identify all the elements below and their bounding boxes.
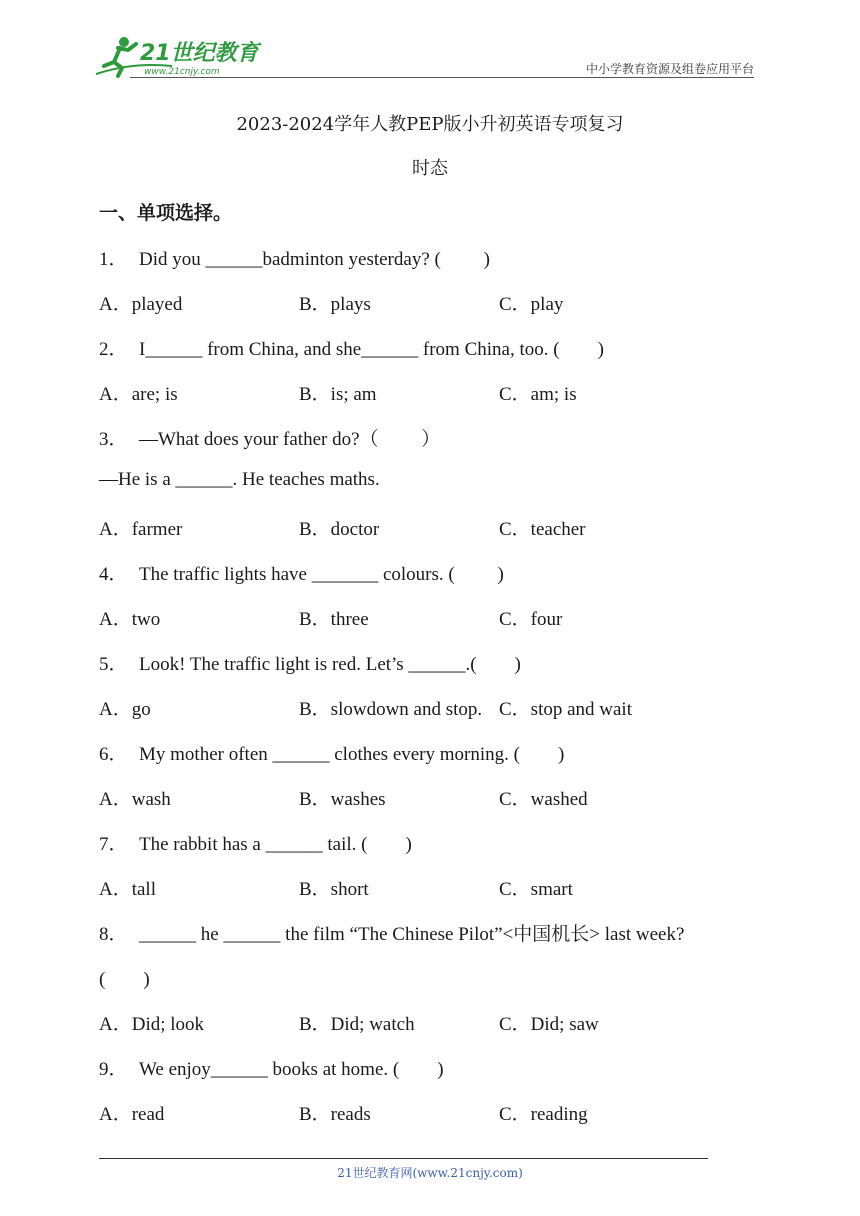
option-c[interactable]: C．Did; saw xyxy=(499,1014,599,1035)
question-2 xyxy=(99,334,604,361)
footer-link[interactable]: 21世纪教育网(www.21cnjy.com) xyxy=(337,1166,523,1180)
question-3-line-2: —He is a ______. He teaches maths. xyxy=(99,469,380,490)
footer-divider xyxy=(99,1158,708,1159)
option-b[interactable]: B．doctor xyxy=(299,519,380,540)
option-a[interactable]: A．Did; look xyxy=(99,1014,205,1035)
option-c[interactable]: C．am; is xyxy=(499,384,577,405)
option-c[interactable]: C．reading xyxy=(499,1104,588,1125)
question-3 xyxy=(99,424,440,451)
question-number: 9． xyxy=(99,1059,128,1080)
svg-text:www.21cnjy.com: www.21cnjy.com xyxy=(144,67,220,77)
question-text: The traffic lights have _______ colours. ( ) xyxy=(139,564,504,585)
option-a[interactable]: A．played xyxy=(99,294,183,315)
page-header xyxy=(0,0,860,90)
question-number: 1． xyxy=(99,249,128,270)
option-b[interactable]: B．three xyxy=(299,609,369,630)
page-subtitle: 时态 xyxy=(412,158,448,179)
option-c[interactable]: C．play xyxy=(499,294,564,315)
question-number: 3． xyxy=(99,429,128,450)
svg-text:21世纪教育: 21世纪教育 xyxy=(140,41,259,66)
option-a[interactable]: A．go xyxy=(99,699,151,720)
option-a[interactable]: A．wash xyxy=(99,789,171,810)
question-number: 5． xyxy=(99,654,128,675)
option-b[interactable]: B．reads xyxy=(299,1104,371,1125)
option-b[interactable]: B．slowdown and stop. xyxy=(299,699,483,720)
option-c[interactable]: C．four xyxy=(499,609,563,630)
question-text: Look! The traffic light is red. Let’s ______.( ) xyxy=(139,654,521,675)
option-a[interactable]: A．are; is xyxy=(99,384,178,405)
option-b[interactable]: B．washes xyxy=(299,789,386,810)
question-text: My mother often ______ clothes every morning. ( ) xyxy=(139,744,565,765)
option-c[interactable]: C．teacher xyxy=(499,519,586,540)
question-text: The rabbit has a ______ tail. ( ) xyxy=(139,834,412,855)
question-text: We enjoy______ books at home. ( ) xyxy=(139,1059,444,1080)
section-heading: 一、单项选择。 xyxy=(99,202,233,224)
option-c[interactable]: C．smart xyxy=(499,879,573,900)
option-a[interactable]: A．tall xyxy=(99,879,156,900)
question-8-line-2: ( ) xyxy=(99,969,150,990)
header-divider xyxy=(130,77,754,78)
question-6 xyxy=(99,739,564,766)
question-text: —What does your father do?（ ） xyxy=(139,429,441,450)
question-5 xyxy=(99,649,521,676)
option-b[interactable]: B．short xyxy=(299,879,369,900)
platform-tagline: 中小学教育资源及组卷应用平台 xyxy=(585,62,754,76)
question-number: 2． xyxy=(99,339,128,360)
option-b[interactable]: B．plays xyxy=(299,294,371,315)
question-number: 4． xyxy=(99,564,128,585)
option-a[interactable]: A．read xyxy=(99,1104,165,1125)
question-number: 6． xyxy=(99,744,128,765)
option-a[interactable]: A．farmer xyxy=(99,519,183,540)
question-7 xyxy=(99,829,412,856)
question-4 xyxy=(99,559,504,586)
question-number: 7． xyxy=(99,834,128,855)
question-text: Did you ______badminton yesterday? ( ) xyxy=(139,249,490,270)
option-c[interactable]: C．washed xyxy=(499,789,588,810)
question-9 xyxy=(99,1054,444,1081)
question-text: I______ from China, and she______ from China, too. ( ) xyxy=(139,339,604,360)
question-8 xyxy=(99,919,684,946)
option-b[interactable]: B．is; am xyxy=(299,384,377,405)
question-number: 8． xyxy=(99,924,128,945)
question-text: ______ he ______ the film “The Chinese Pilot”<中国机长> last week? xyxy=(139,924,685,945)
question-1 xyxy=(99,244,490,271)
option-c[interactable]: C．stop and wait xyxy=(499,699,632,720)
option-a[interactable]: A．two xyxy=(99,609,161,630)
page-title: 2023-2024学年人教PEP版小升初英语专项复习 xyxy=(236,114,624,135)
logo xyxy=(92,34,262,78)
option-b[interactable]: B．Did; watch xyxy=(299,1014,415,1035)
runner-logo-icon xyxy=(92,34,262,78)
